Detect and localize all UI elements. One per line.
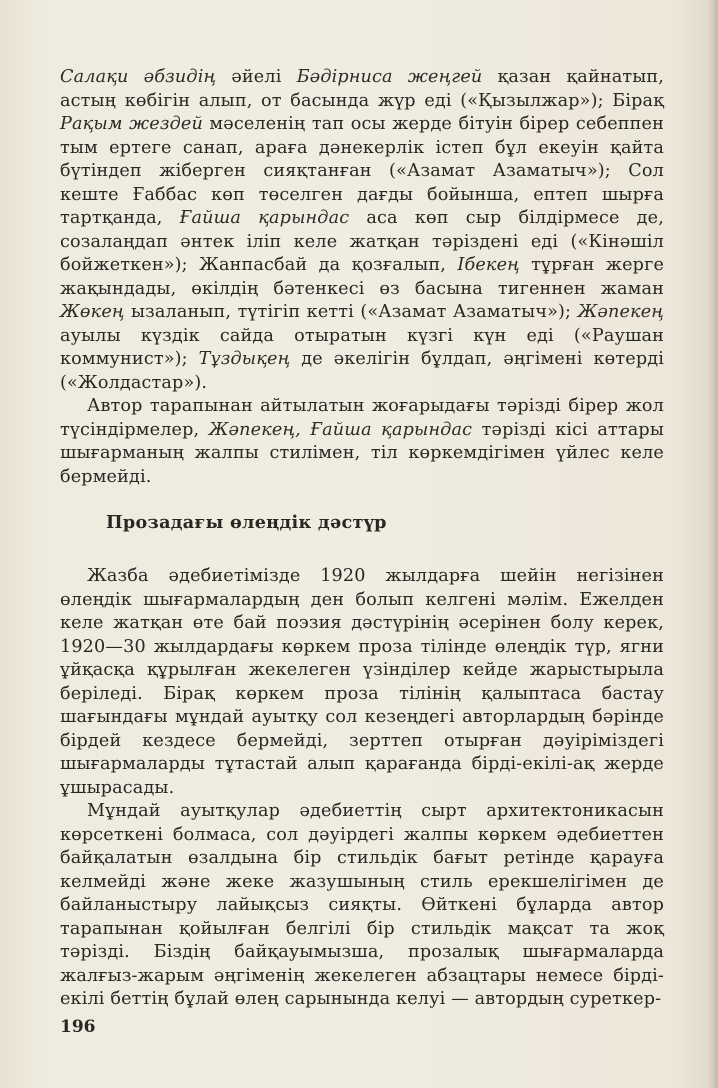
text-run: тәрізді кісі аттары шығарманың жалпы стилімен, тіл көркемдігімен үйлес келе бермейді. [60,419,665,487]
italic-name-run: Жәпекең [577,302,664,322]
text-run: ызаланып, түтігіп кетті («Азамат Азаматыч»); [124,302,578,322]
text-run: ауылы күздік сайда отыратын күзгі күн еді («Раушан коммунист»); [60,325,664,369]
page-edge-shadow [708,0,718,1088]
italic-name-run: Рақым жездей [60,114,203,134]
text-run: мәселенің тап осы жерде бітуін бірер себеппен тым ертеге санап, араға дәнекерлік істеп бұл екеуін қайта бүтіндеп жіберген сияқтанған («Азамат Азаматыч»); Сол кеште Ғаббас көп төселген дағды бойынша, ептеп шырға тартқанда, [60,114,664,228]
italic-name-run: Ібекең [457,255,520,275]
text-run: тұрған жерге жақындады, өкілдің бәтенкесі өз басына тигеннен жаман [60,255,665,299]
page-number: 196 [60,1017,96,1037]
text-run: аса көп сыр білдірмесе де, созалаңдап әнтек іліп келе жатқан тәріздені еді («Кінәшіл бойжеткен»); Жанпасбай да қозғалып, [60,208,664,275]
paragraph-examples [60,66,664,395]
paragraph-author-note [60,395,664,489]
italic-name-run: Бәдірниса жеңгей [296,67,483,87]
paragraph-deviations: Мұндай ауытқулар әдебиеттің сырт архитектоникасын көрсеткені болмаса, сол дәуірдегі жалпы көркем әдебиеттен байқалатын өзалдына бір стильдік бағыт ретінде қарауға келмейді және жеке жазушының стиль ерекшелігімен де байланыстыру лайықсыз сияқты. Өйткені бұларда автор тарапынан қойылған белгілі бір стильдік мақсат та жоқ тәрізді. Біздің байқауымызша, прозалық шығармаларда жалғыз-жарым әңгіменің жекелеген абзацтары немесе бірді-екілі беттің бұлай өлең сарынында келуі — автордың суреткер- [60,801,664,1009]
text-block-top [60,66,664,489]
text-block-bottom [60,565,664,1012]
italic-name-run: Жәпекең, Ғайша қарындас [208,419,473,440]
text-run: де әкелігін бұлдап, әңгімені көтерді («Жолдастар»). [60,349,664,393]
text-run: әйелі [216,67,297,87]
section-heading: Прозадағы өлеңдік дәстүр [106,512,387,533]
italic-name-run: Ғайша қарындас [179,208,350,228]
italic-name-run: Салақи әбзидің [60,67,217,87]
italic-name-run: Тұздықең [198,349,291,369]
italic-name-run: Жөкең [60,302,125,322]
text-run: Автор тарапынан айтылатын жоғарыдағы тәрізді бірер жол түсіндірмелер, [60,396,664,440]
text-run: қазан қайнатып, астың көбігін алып, от басында жүр еді («Қызылжар»); Бірақ [60,67,664,111]
paragraph-poetic-tradition: Жазба әдебиетімізде 1920 жылдарға шейін негізінен өлеңдік шығармалардың ден болып келгені мәлім. Ежелден келе жатқан өте бай поэзия дәстүрінің әсерінен болу керек, 1920—30 жылдардағы көркем проза тілінде өлеңдік түр, ягни ұйқасқа құрылған жекелеген үзінділер кейде жарыстырыла беріледі. Бірақ көркем проза тілінің қалыптаса бастау шағындағы мұндай ауытқу сол кезеңдегі авторлардың бәрінде бірдей кездесе бермейді, зерттеп отырған дәуіріміздегі шығармаларды тұтастай алып қарағанда бірді-екілі-ақ жерде ұшырасады. [60,566,664,798]
